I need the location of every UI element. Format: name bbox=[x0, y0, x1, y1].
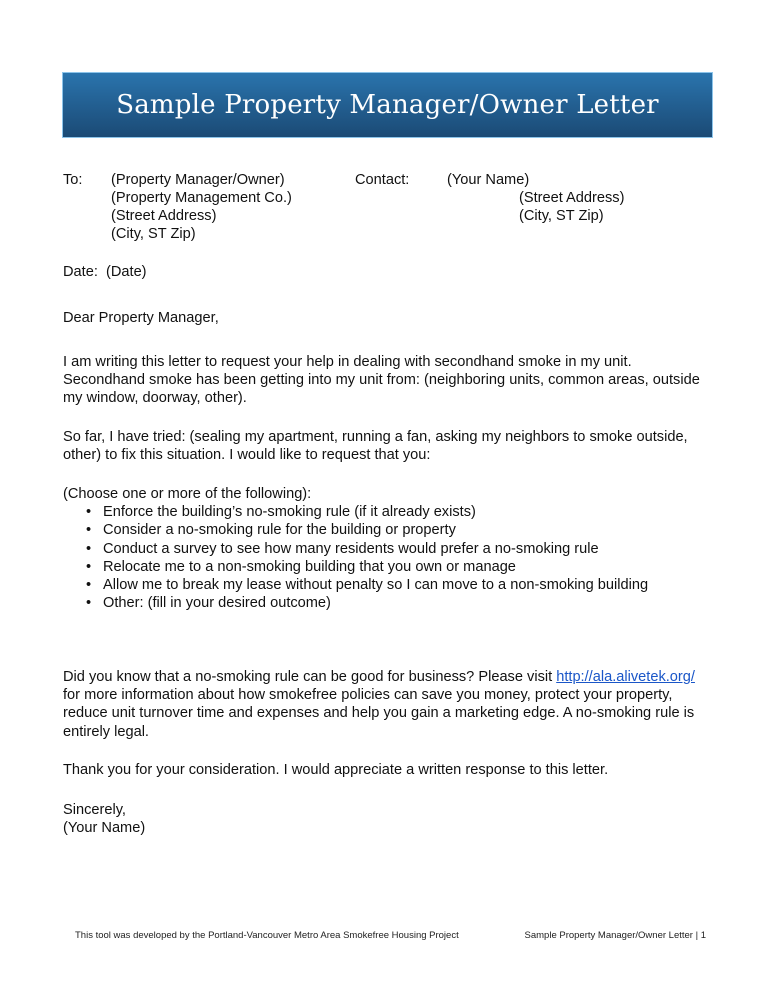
contact-label: Contact: bbox=[355, 172, 410, 188]
salutation: Dear Property Manager, bbox=[63, 310, 219, 326]
date-label: Date: bbox=[63, 264, 98, 280]
to-line: (Property Manager/Owner) bbox=[111, 172, 285, 188]
website-link[interactable]: http://ala.alivetek.org/ bbox=[556, 669, 695, 685]
contact-address bbox=[519, 189, 624, 225]
date-value: (Date) bbox=[106, 264, 147, 280]
option-item: • Allow me to break my lease without penalty so I can move to a non-smoking building bbox=[77, 576, 683, 594]
paragraph-2: So far, I have tried: (sealing my apartment, running a fan, asking my neighbors to smoke outside, other) to fix this situation. I would like to request that you: bbox=[63, 429, 688, 464]
contact-line: (Street Address) bbox=[519, 190, 625, 206]
footer-page: Sample Property Manager/Owner Letter | 1 bbox=[524, 930, 706, 941]
option-item: • Relocate me to a non-smoking building that you own or manage bbox=[77, 558, 713, 576]
option-item: • Other: (fill in your desired outcome) bbox=[77, 594, 713, 612]
options-intro: (Choose one or more of the following): bbox=[63, 486, 312, 502]
signature: (Your Name) bbox=[63, 820, 146, 837]
option-item: • Enforce the building’s no-smoking rule (if it already exists) bbox=[77, 503, 713, 521]
to-line: (Street Address) bbox=[111, 208, 217, 224]
option-item: • Consider a no-smoking rule for the building or property bbox=[77, 521, 713, 539]
title-banner bbox=[62, 72, 713, 138]
contact-line: (City, ST Zip) bbox=[519, 208, 604, 224]
options-list bbox=[63, 503, 713, 612]
to-address bbox=[111, 171, 292, 243]
contact-name: (Your Name) bbox=[447, 172, 530, 188]
closing-block bbox=[63, 801, 713, 837]
page-title: Sample Property Manager/Owner Letter bbox=[116, 90, 659, 120]
options-block bbox=[63, 485, 713, 612]
thanks-paragraph: Thank you for your consideration. I would appreciate a written response to this letter. bbox=[63, 762, 609, 778]
paragraph-4-after: for more information about how smokefree policies can save you money, protect your property, reduce unit turnover time and expenses and help you gain a marketing edge. A no-smoking rule is entirely legal. bbox=[63, 687, 695, 740]
closing: Sincerely, bbox=[63, 802, 126, 818]
paragraph-4-before: Did you know that a no-smoking rule can be good for business? Please visit bbox=[63, 669, 557, 685]
to-line: (Property Management Co.) bbox=[111, 190, 292, 206]
footer-credit: This tool was developed by the Portland-Vancouver Metro Area Smokefree Housing Project bbox=[75, 930, 459, 941]
paragraph-4 bbox=[63, 668, 713, 741]
to-line: (City, ST Zip) bbox=[111, 226, 196, 242]
date-line bbox=[63, 263, 147, 281]
to-label: To: bbox=[63, 172, 83, 188]
option-item: • Conduct a survey to see how many residents would prefer a no-smoking rule bbox=[77, 540, 713, 558]
paragraph-1: I am writing this letter to request your help in dealing with secondhand smoke in my unit. Secondhand smoke has been getting into my unit from: (neighboring units, common areas, outside my window, doorway, other). bbox=[63, 354, 700, 407]
